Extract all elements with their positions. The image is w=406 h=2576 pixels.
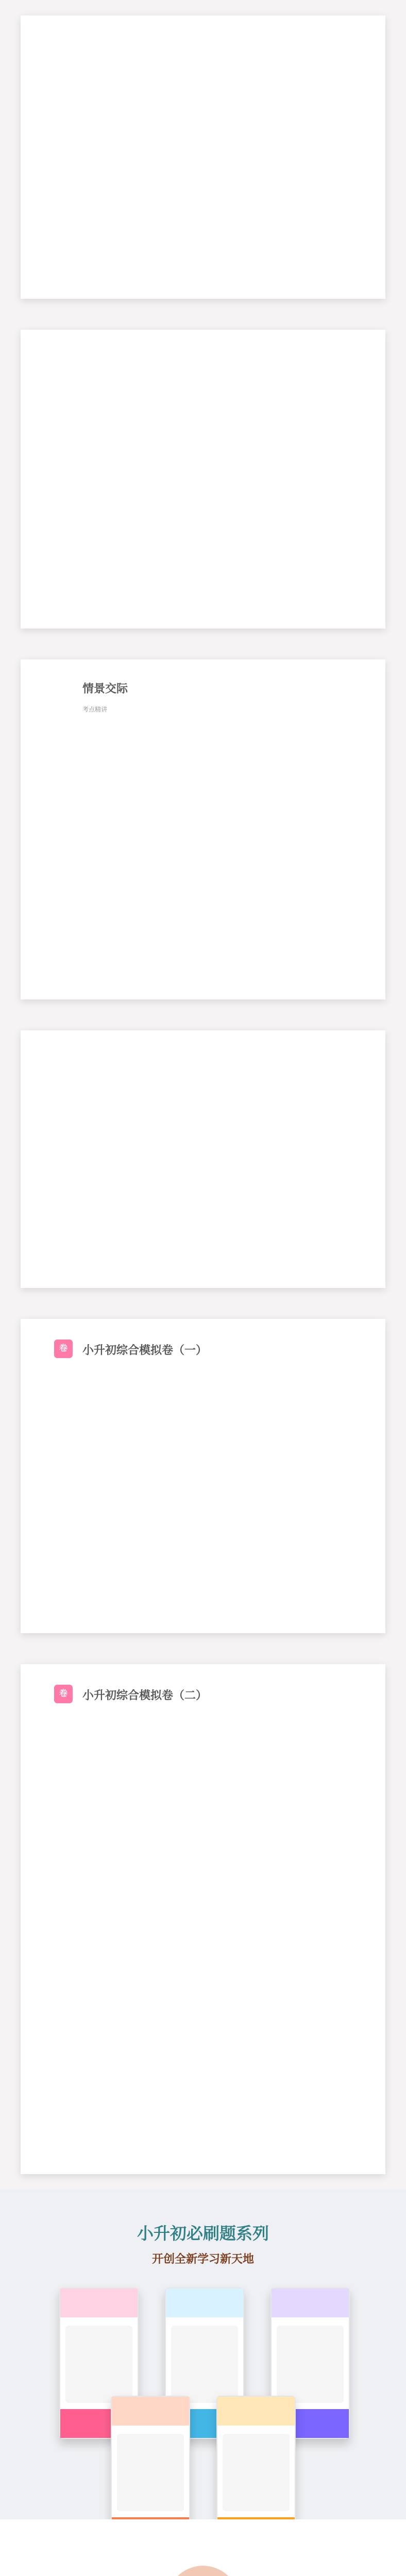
- series-subtitle: 开创全新学习新天地: [151, 2252, 255, 2265]
- section-scenario: [0, 644, 406, 1015]
- section-worksheet-3: [0, 1015, 406, 1303]
- section-mock-exam-2: [0, 1649, 406, 2190]
- worksheet-card: [21, 1030, 385, 1288]
- exam-badge: 卷: [54, 1340, 73, 1358]
- section-subtitle: 考点精讲: [82, 706, 108, 713]
- section-worksheet-1: [0, 0, 406, 314]
- section-team: [0, 2519, 406, 2576]
- exam-badge: 卷: [54, 1685, 73, 1703]
- section-series-promo: [0, 2190, 406, 2519]
- worksheet-card: [21, 330, 385, 629]
- exam-card: [21, 1664, 385, 2174]
- exam-card: [21, 1319, 385, 1633]
- exam-title: 小升初综合模拟卷（二）: [82, 1689, 208, 1702]
- series-title: 小升初必刷题系列: [137, 2224, 269, 2243]
- section-worksheet-2: [0, 314, 406, 644]
- section-title: 情景交际: [82, 682, 128, 695]
- scenario-card: [21, 659, 385, 999]
- exam-title: 小升初综合模拟卷（一）: [82, 1344, 208, 1357]
- worksheet-card: [21, 15, 385, 299]
- section-mock-exam-1: [0, 1303, 406, 1649]
- mascot-avatar: [167, 2566, 239, 2576]
